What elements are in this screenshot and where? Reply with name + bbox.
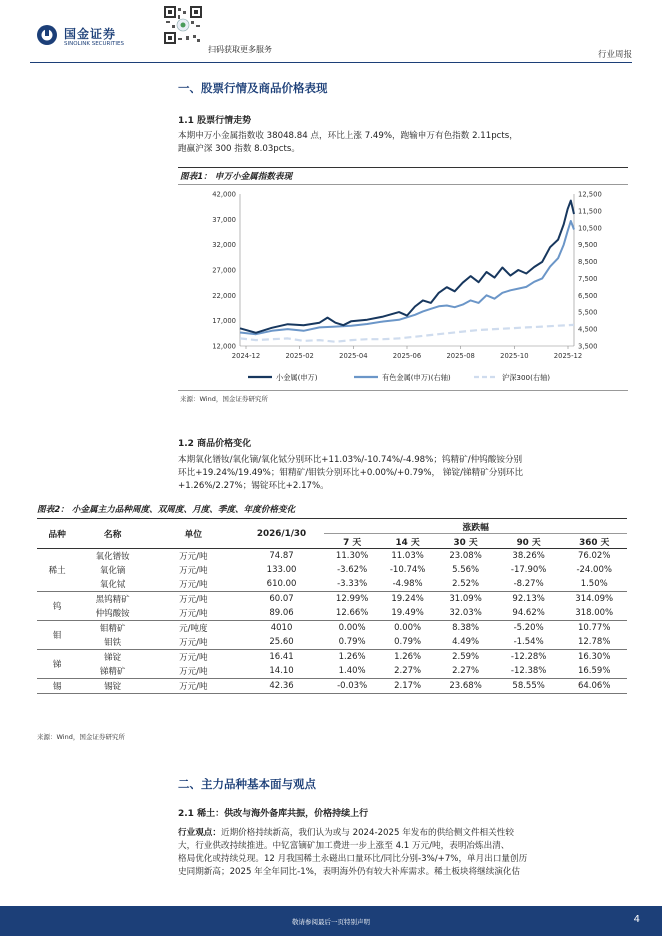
y-right-tick-label: 4,500: [578, 325, 598, 334]
header-unit: 单位: [148, 519, 239, 549]
y-right-tick-label: 3,500: [578, 342, 598, 351]
subsection-2-1-title: 2.1 稀土：供改与海外备库共振，价格持续上行: [178, 809, 369, 819]
cell-price: 25.60: [239, 635, 325, 650]
series-line-0: [240, 201, 574, 333]
cell-price: 89.06: [239, 606, 325, 621]
header-period: 30 天: [435, 534, 496, 549]
cell-change: 314.09%: [575, 594, 614, 604]
legend-label: 沪深300(右轴): [502, 373, 551, 382]
figure-2-title: 图表2： 小金属主力品种周度、双周度、月度、季度、年度价格变化: [37, 505, 296, 515]
cell-change: 23.68%: [435, 679, 496, 694]
cell-change: -5.20%: [513, 623, 544, 633]
cell-change: -12.28%: [510, 652, 547, 662]
cell-change: -3.62%: [337, 565, 368, 575]
cell-change: 19.49%: [380, 606, 435, 621]
cell-change: 1.26%: [338, 652, 366, 662]
subsection-1-1-title: 1.1 股票行情走势: [178, 116, 252, 126]
cell-change: 12.99%: [335, 594, 369, 604]
table-row: [37, 606, 627, 621]
cell-name: 锑精矿: [77, 664, 148, 679]
logo-name-en: SINOLINK SECURITIES: [64, 41, 124, 47]
cell-change: 76.02%: [577, 551, 611, 561]
cell-name: 氧化镝: [99, 566, 126, 576]
paragraph-line: 本期申万小金属指数收 38048.84 点，环比上涨 7.49%，跑输申万有色指数 2.11pcts，: [178, 131, 518, 141]
cell-change: -0.03%: [324, 679, 379, 694]
cell-change: 32.03%: [435, 606, 496, 621]
table-row: [37, 549, 627, 564]
figure-1-top-rule: [178, 167, 628, 168]
cell-name: 黑钨精矿: [95, 595, 130, 605]
cell-change: 0.79%: [324, 635, 379, 650]
cell-change: 2.59%: [452, 652, 480, 662]
header-divider: [30, 62, 632, 63]
x-tick-label: 2025-02: [285, 352, 314, 360]
y-right-tick-label: 8,500: [578, 258, 598, 267]
cell-unit: 万元/吨: [179, 595, 208, 605]
cell-change: -8.27%: [496, 577, 562, 592]
y-right-tick-label: 6,500: [578, 291, 598, 300]
cell-change: 1.50%: [561, 577, 627, 592]
cell-unit: 万元/吨: [179, 566, 208, 576]
cell-change: 0.00%: [394, 623, 422, 633]
table-row: [37, 650, 627, 665]
y-left-tick-label: 42,000: [212, 190, 236, 199]
paragraph-line: [178, 827, 527, 840]
cell-change: -1.54%: [496, 635, 562, 650]
table-header-row: [37, 519, 627, 534]
cell-change: 19.24%: [391, 594, 424, 604]
cell-price: 4010: [270, 623, 293, 633]
cell-change: -3.33%: [324, 577, 379, 592]
cell-change: 2.52%: [435, 577, 496, 592]
cell-unit: 万元/吨: [148, 606, 239, 621]
table-row: [37, 635, 627, 650]
paragraph-text: 近期价格持续新高，我们认为或与 2024-2025 年发布的供给侧文件相关性较: [220, 828, 514, 838]
company-logo: [36, 22, 132, 52]
cell-price: 42.36: [239, 679, 325, 694]
paragraph-line: 环比+19.24%/19.49%；钼精矿/钼铁分别环比+0.00%/+0.79%， 锑锭/锑精矿分别环比: [178, 468, 524, 478]
x-tick-label: 2025-04: [339, 352, 368, 360]
figure-1-bottom-rule: [178, 390, 628, 391]
price-change-table: [37, 518, 627, 694]
logo-name-cn: 国金证券: [64, 27, 117, 41]
y-left-tick-label: 17,000: [212, 317, 236, 326]
cell-change: -10.74%: [389, 565, 426, 575]
cell-change: 2.27%: [435, 664, 496, 679]
x-tick-label: 2025-08: [446, 352, 475, 360]
cell-change: -24.00%: [576, 565, 612, 575]
cell-price: 14.10: [239, 664, 325, 679]
header-period: 7 天: [324, 534, 379, 549]
paragraph-line: 大，行业供改持续推进。中钇富镝矿加工费进一步上涨至 4.1 万元/吨，表明冶炼出清、: [178, 841, 510, 851]
y-left-tick-label: 32,000: [212, 241, 236, 250]
cell-variety: 钨: [37, 592, 77, 621]
table-row: [37, 592, 627, 607]
cell-unit: 元/吨度: [179, 624, 208, 634]
cell-variety: 钼: [37, 621, 77, 650]
cell-change: 0.79%: [380, 635, 435, 650]
cell-change: -17.90%: [510, 565, 547, 575]
y-right-tick-label: 12,500: [578, 190, 602, 199]
cell-name: 锑锭: [104, 653, 122, 663]
paragraph-lead: 行业观点：: [178, 828, 221, 838]
paragraph-line: 格局优化或持续兑现。12 月我国稀土永磁出口量环比/同比分别-3%/+7%，单月出口量创历: [178, 854, 528, 864]
cell-variety: 稀土: [37, 549, 77, 592]
x-tick-label: 2024-12: [231, 352, 261, 360]
paragraph-stock-performance: [178, 130, 518, 156]
cell-change: 12.78%: [561, 635, 627, 650]
paragraph-line: 跑赢沪深 300 指数 8.03pcts。: [178, 144, 300, 154]
qr-caption: 扫码获取更多服务: [208, 45, 272, 54]
cell-change: 92.13%: [512, 594, 545, 604]
paragraph-line: 本期氧化镨钕/氧化镝/氧化铽分别环比+11.03%/-10.74%/-4.98%；钨精矿/仲钨酸铵分别: [178, 455, 523, 465]
cell-change: 31.09%: [449, 594, 482, 604]
paragraph-rare-earth-view: [178, 827, 527, 879]
header-period: 360 天: [561, 534, 627, 549]
cell-name: 仲钨酸铵: [77, 606, 148, 621]
cell-change: 2.17%: [380, 679, 435, 694]
cell-change: 11.30%: [335, 551, 369, 561]
cell-change: 94.62%: [496, 606, 562, 621]
index-performance-chart: [178, 186, 628, 386]
cell-change: 10.77%: [577, 623, 611, 633]
legend-label: 有色金属(申万)(右轴): [382, 373, 451, 382]
header-date: 2026/1/30: [239, 519, 325, 549]
report-type: 行业周报: [597, 50, 632, 60]
cell-change: 1.26%: [394, 652, 422, 662]
cell-price: 60.07: [269, 594, 294, 604]
subsection-1-2-title: 1.2 商品价格变化: [178, 439, 252, 449]
figure-2-source: 来源：Wind，国金证券研究所: [37, 733, 125, 741]
figure-1-title: 图表1： 申万小金属指数表现: [180, 172, 293, 182]
cell-name: 钼铁: [77, 635, 148, 650]
x-tick-label: 2025-12: [553, 352, 583, 360]
cell-change: 12.66%: [324, 606, 379, 621]
cell-change: 5.56%: [452, 565, 480, 575]
cell-name: 钼精矿: [99, 624, 126, 634]
x-tick-label: 2025-06: [392, 352, 422, 360]
cell-change: -4.98%: [380, 577, 435, 592]
cell-change: 8.38%: [452, 623, 480, 633]
cell-price: 610.00: [239, 577, 325, 592]
cell-change: 11.03%: [391, 551, 424, 561]
cell-change: 318.00%: [561, 606, 627, 621]
table-row: [37, 679, 627, 694]
header-variety: 品种: [37, 519, 77, 549]
cell-change: 16.30%: [577, 652, 611, 662]
cell-unit: 万元/吨: [148, 635, 239, 650]
y-left-tick-label: 37,000: [212, 215, 236, 224]
y-right-tick-label: 10,500: [578, 224, 602, 233]
header-change: 涨跌幅: [324, 519, 627, 534]
cell-change: 58.55%: [496, 679, 562, 694]
cell-change: 38.26%: [512, 551, 545, 561]
y-left-tick-label: 12,000: [212, 342, 236, 351]
header-period: 14 天: [380, 534, 435, 549]
cell-name: 锡锭: [77, 679, 148, 694]
cell-change: 23.08%: [449, 551, 482, 561]
cell-variety: 锡: [37, 679, 77, 694]
y-left-tick-label: 22,000: [212, 291, 236, 300]
figure-1-source: 来源：Wind，国金证券研究所: [180, 395, 268, 403]
table-row: [37, 577, 627, 592]
cell-change: 1.40%: [324, 664, 379, 679]
header-name: 名称: [77, 519, 148, 549]
paragraph-line: 史同期新高；2025 年全年同比-1%，表明海外仍有较大补库需求。稀土板块将继续演化估: [178, 867, 521, 877]
y-right-tick-label: 5,500: [578, 308, 598, 317]
cell-unit: 万元/吨: [148, 679, 239, 694]
section-2-title: 二、主力品种基本面与观点: [178, 777, 316, 791]
cell-price: 74.87: [269, 551, 294, 561]
cell-change: -12.38%: [496, 664, 562, 679]
cell-name: 氧化铽: [77, 577, 148, 592]
cell-change: 16.59%: [561, 664, 627, 679]
header-period: 90 天: [496, 534, 562, 549]
cell-change: 4.49%: [435, 635, 496, 650]
y-right-tick-label: 7,500: [578, 274, 598, 283]
cell-change: 0.00%: [338, 623, 366, 633]
table-row: [37, 563, 627, 577]
cell-unit: 万元/吨: [179, 653, 208, 663]
y-left-tick-label: 27,000: [212, 266, 236, 275]
y-right-tick-label: 9,500: [578, 241, 598, 250]
legend-label: 小金属(申万): [276, 373, 318, 382]
figure-1-title-rule: [178, 184, 628, 185]
logo-emblem-icon: [36, 24, 58, 46]
series-line-1: [240, 221, 574, 334]
section-1-title: 一、股票行情及商品价格表现: [178, 81, 328, 95]
cell-price: 16.41: [269, 652, 294, 662]
paragraph-line: +1.26%/2.27%；锡锭环比+2.17%。: [178, 481, 329, 491]
cell-variety: 锑: [37, 650, 77, 679]
y-right-tick-label: 11,500: [578, 207, 602, 216]
paragraph-commodity-prices: [178, 454, 523, 493]
cell-name: 氧化镨钕: [95, 552, 130, 562]
cell-unit: 万元/吨: [148, 577, 239, 592]
cell-change: 2.27%: [380, 664, 435, 679]
table-row: [37, 621, 627, 636]
cell-unit: 万元/吨: [148, 664, 239, 679]
cell-change: 64.06%: [561, 679, 627, 694]
page-number: 4: [633, 914, 640, 925]
cell-unit: 万元/吨: [179, 552, 208, 562]
footer-disclaimer[interactable]: 敬请参阅最后一页特别声明: [292, 918, 370, 926]
x-tick-label: 2025-10: [500, 352, 529, 360]
table-row: [37, 664, 627, 679]
qr-code-icon[interactable]: [164, 6, 202, 44]
series-line-2: [240, 325, 574, 342]
cell-price: 133.00: [266, 565, 297, 575]
